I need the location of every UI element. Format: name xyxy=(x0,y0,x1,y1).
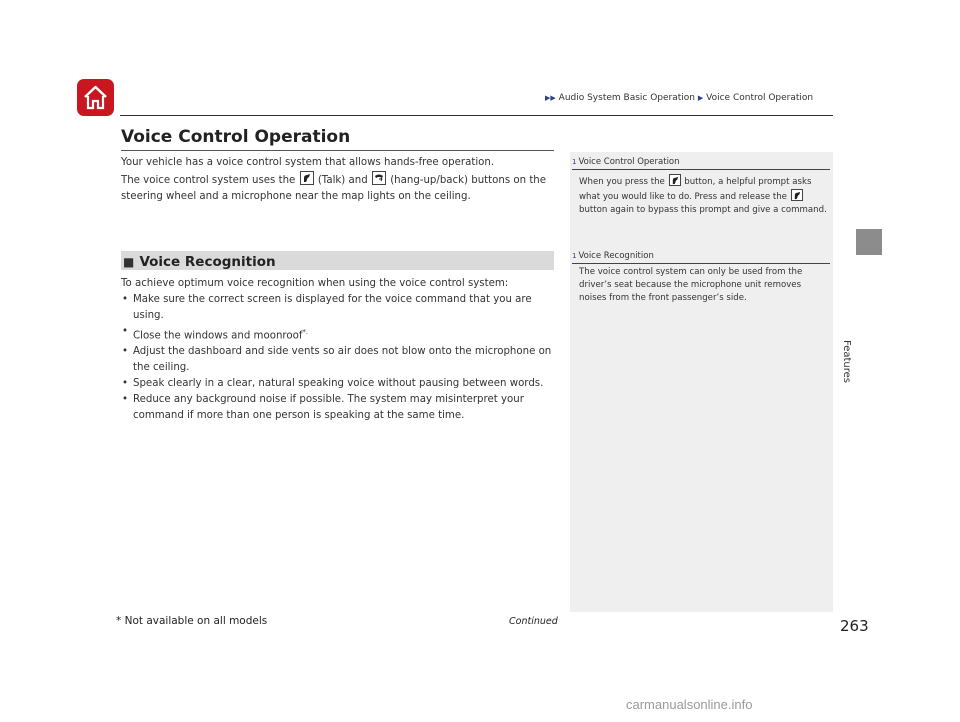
list-item: • Adjust the dashboard and side vents so air does not blow onto the microphone on the ceiling. xyxy=(121,344,561,376)
list-item: • Reduce any background noise if possible. The system may misinterpret your command if more than one person is speaking at the same time. xyxy=(121,392,561,424)
intro-line: Your vehicle has a voice control system that allows hands-free operation. xyxy=(121,157,495,168)
note-divider xyxy=(572,263,830,264)
chapter-tab-marker xyxy=(856,229,882,255)
hang-up-button-icon xyxy=(372,171,386,185)
note-title: Voice Control Operation xyxy=(578,157,680,167)
list-item: • Speak clearly in a clear, natural speaking voice without pausing between words. xyxy=(121,376,561,392)
note-heading[interactable] xyxy=(572,157,680,167)
note-text: button, a helpful prompt asks what you would like to do. Press and release the xyxy=(579,177,812,202)
home-icon[interactable] xyxy=(77,79,114,116)
note-number: 1 xyxy=(572,158,577,166)
note-divider xyxy=(572,169,830,170)
talk-button-icon xyxy=(669,174,681,186)
intro-line: steering wheel and a microphone near the map lights on the ceiling. xyxy=(121,191,471,202)
intro-paragraph xyxy=(121,155,556,205)
list-item: • Make sure the correct screen is displayed for the voice command that you are using. xyxy=(121,292,561,324)
section-title: Voice Recognition xyxy=(139,254,276,270)
notes-column xyxy=(570,152,833,612)
breadcrumb-arrow-icon: ▶ xyxy=(697,94,704,102)
note-body xyxy=(579,174,829,217)
note-body: The voice control system can only be used from the driver’s seat because the microphone unit removes noises from the front passenger’s side. xyxy=(579,267,803,303)
note-number: 1 xyxy=(572,252,577,260)
talk-button-icon xyxy=(300,171,314,185)
section-header xyxy=(121,251,554,270)
note-heading[interactable] xyxy=(572,251,654,261)
breadcrumb-item[interactable]: Audio System Basic Operation xyxy=(558,93,695,103)
watermark: carmanualsonline.info xyxy=(626,697,753,712)
footnote-marker: *. xyxy=(302,328,309,336)
breadcrumb-item[interactable]: Voice Control Operation xyxy=(706,93,814,103)
intro-line: The voice control system uses the xyxy=(121,175,296,186)
list-item-text: Close the windows and moonroof xyxy=(133,330,303,342)
page-number: 263 xyxy=(840,617,869,635)
title-divider xyxy=(121,150,554,151)
breadcrumb xyxy=(545,93,813,103)
lead-text: To achieve optimum voice recognition when using the voice control system: xyxy=(121,278,509,289)
talk-button-icon xyxy=(791,189,803,201)
page-title: Voice Control Operation xyxy=(121,127,351,147)
section-marker-icon: ■ xyxy=(123,255,135,269)
voice-recognition-body xyxy=(121,276,561,424)
breadcrumb-arrow-icon: ▶▶ xyxy=(545,94,556,102)
footnote: * Not available on all models xyxy=(116,615,268,627)
continued-label: Continued xyxy=(509,616,558,627)
chapter-tab-label: Features xyxy=(841,340,852,383)
tips-list xyxy=(121,292,561,424)
list-item xyxy=(121,324,561,344)
note-title: Voice Recognition xyxy=(578,251,654,261)
intro-line: (Talk) and xyxy=(317,175,368,186)
header-divider xyxy=(120,115,833,116)
intro-line: (hang-up/back) buttons on the xyxy=(390,175,547,186)
note-text: button again to bypass this prompt and give a command. xyxy=(579,205,827,215)
note-text: When you press the xyxy=(579,177,665,187)
